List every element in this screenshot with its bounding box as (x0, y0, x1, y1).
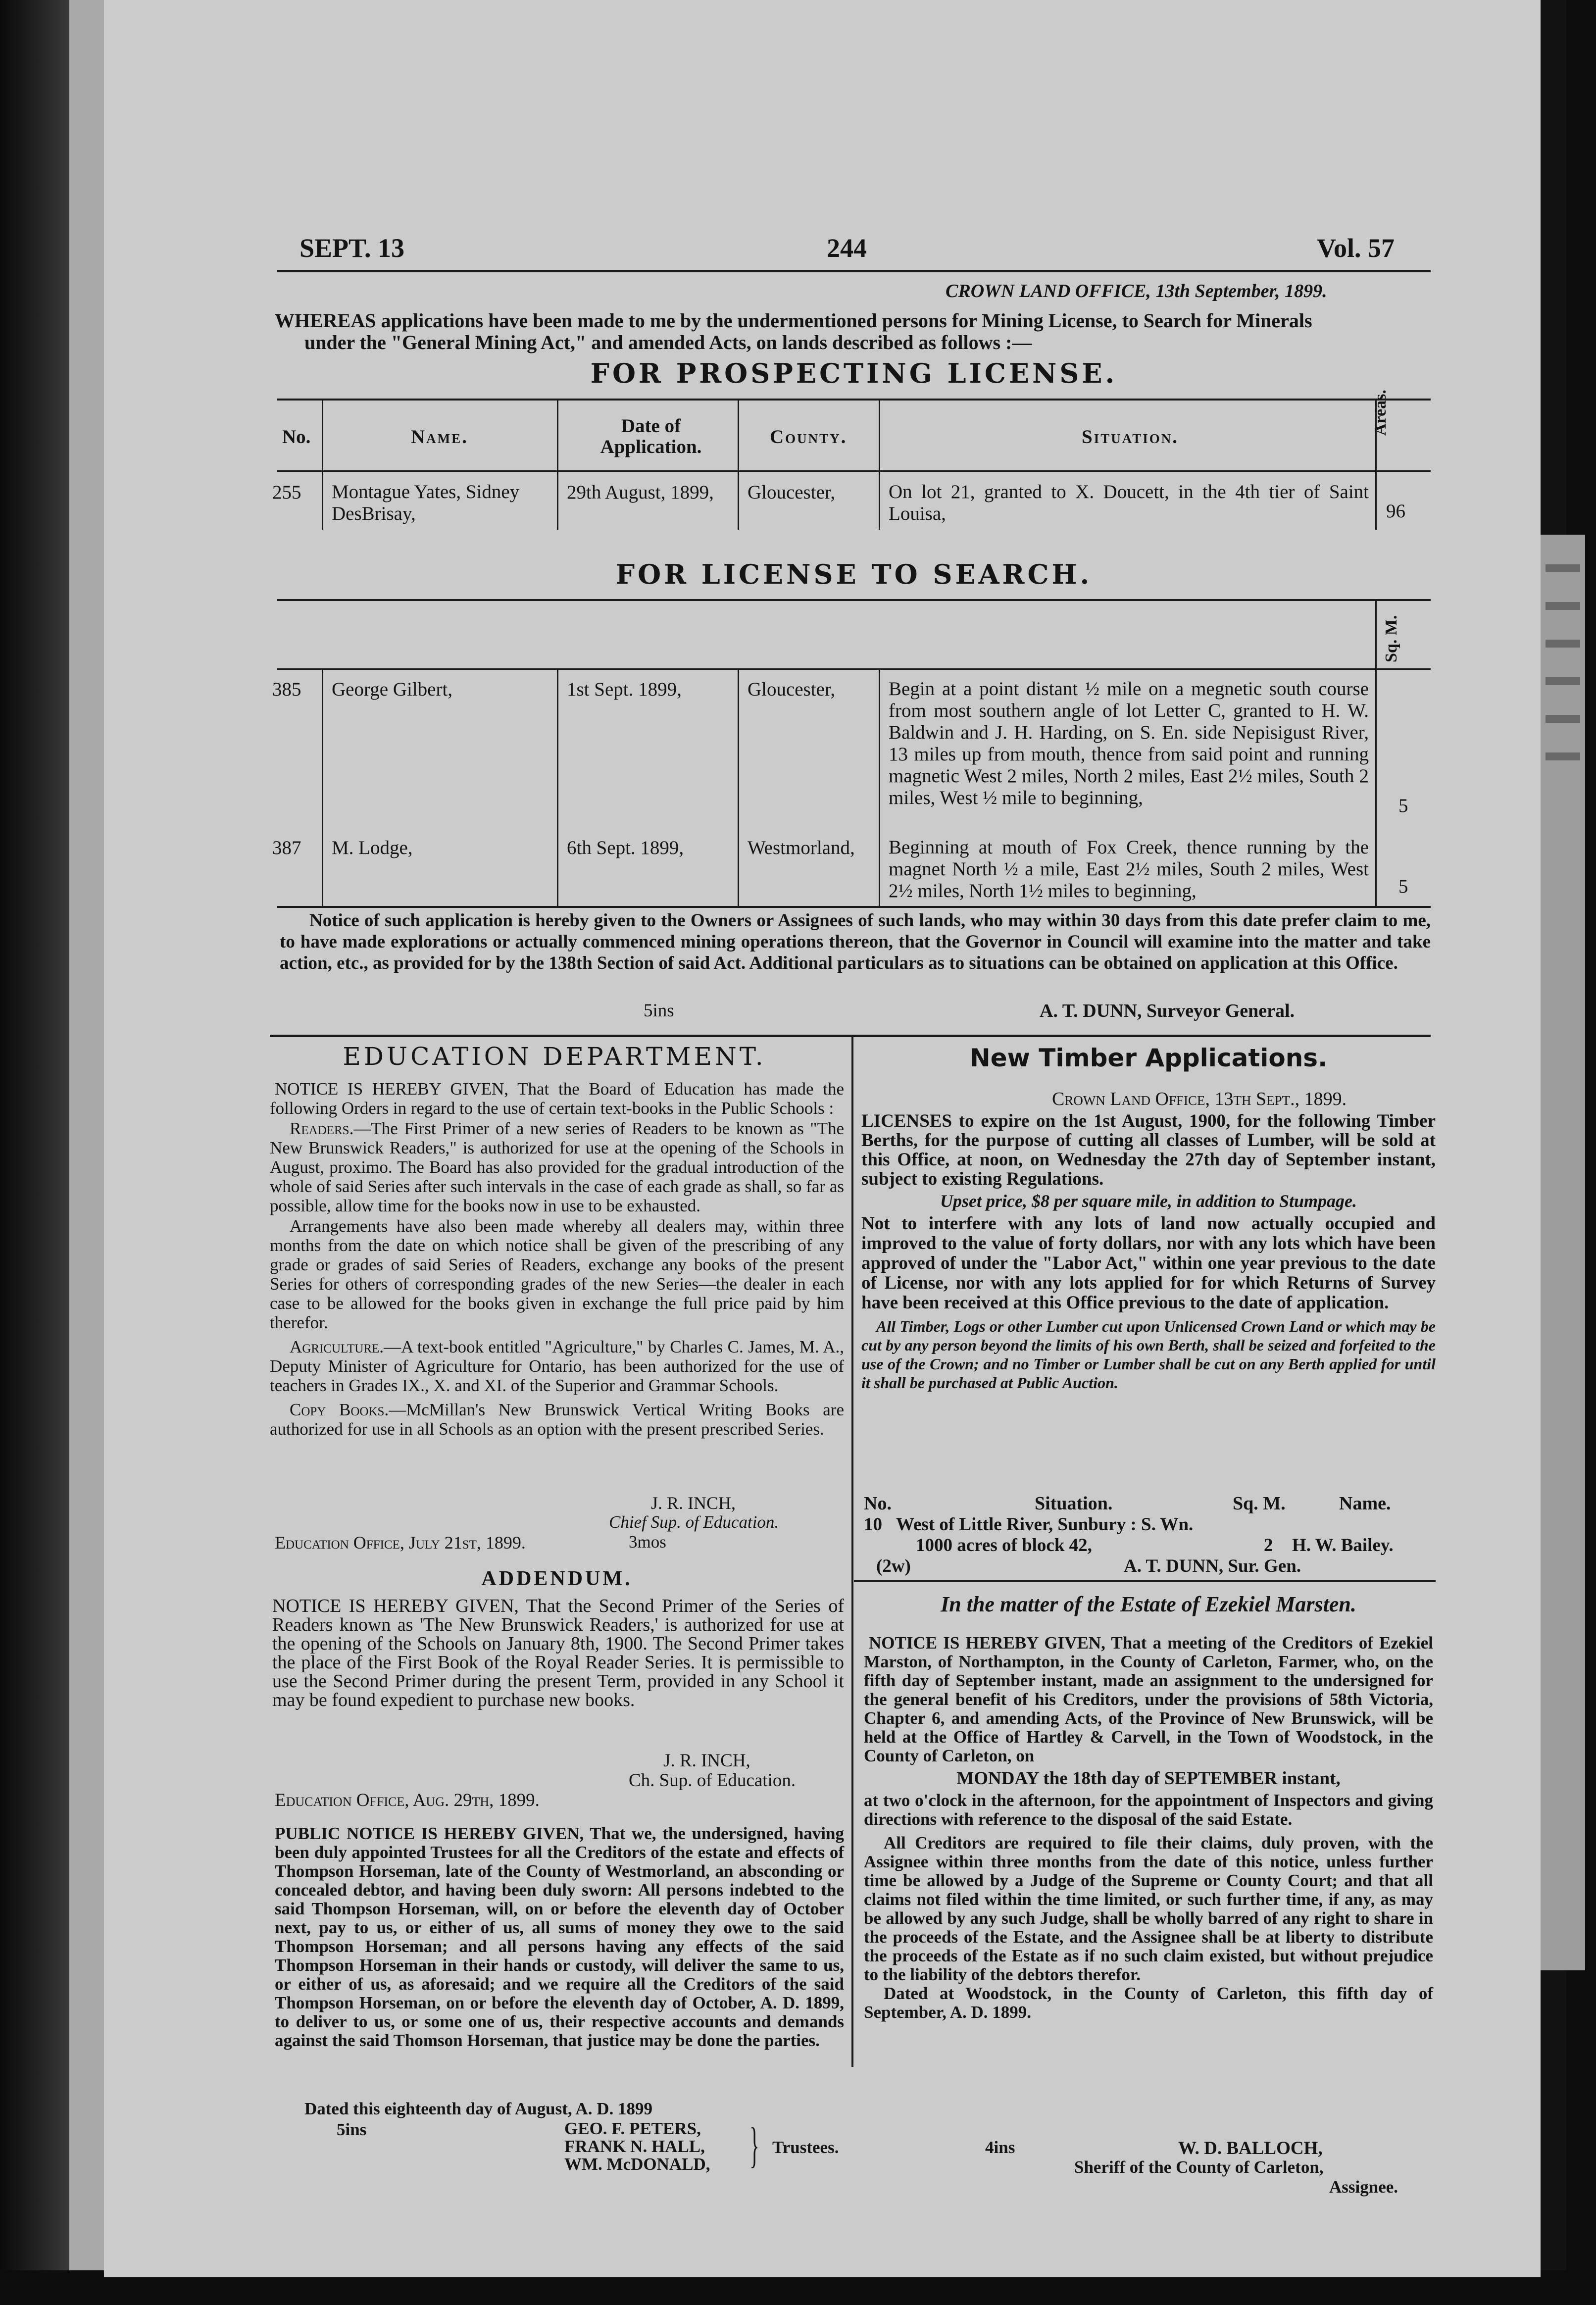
col-divider (879, 399, 880, 530)
education-arrangements: Arrangements have also been made whereby all dealers may, within three months from the date on which notice shall be given of the prescribing of any grade or grades of said Series of Readers, exchange any books of the present Series for others of corresponding grades of the new Series—the dealer in each case to be allowed for the books given in exchange the full price paid by him therefor. (270, 1216, 844, 1332)
timber-row-sqm: 2 (1264, 1535, 1273, 1555)
copy-books-text: —McMillan's New Brunswick Vertical Writing Books are authorized for use in all Schools as an option with the present prescribed Series. (270, 1400, 844, 1439)
col-divider (1375, 599, 1377, 668)
horseman-insertions: 5ins (337, 2120, 367, 2139)
education-signer: J. R. INCH, (651, 1493, 736, 1513)
adjacent-page-stub (1541, 535, 1585, 1970)
search-row-county: Gloucester, (748, 679, 836, 700)
timber-col-no: No. (864, 1493, 892, 1514)
search-row-name: M. Lodge, (332, 837, 413, 858)
timber-row-name: H. W. Bailey. (1292, 1535, 1394, 1555)
col-divider (738, 668, 739, 906)
addendum-text: NOTICE IS HEREBY GIVEN, That the Second Primer of the Series of Readers known as 'The New Brunswick Readers,' is authorized for use at the opening of the Schools on January 8th, 1900. The Second Primer takes the place of the First Book of the Royal Reader Series. It is permissible to use the Second Primer during the present Term, provided in any School it may be found expedient to purchase new books. (272, 1596, 844, 1710)
prospect-row-situation: On lot 21, granted to X. Doucett, in the 4th tier of Saint Louisa, (889, 481, 1369, 524)
page-spine-edge (69, 0, 104, 2277)
marsten-text: NOTICE IS HEREBY GIVEN, That a meeting of the Creditors of Ezekiel Marston, of Northampton, in the County of Carleton, Farmer, who, on the fifth day of September instant, made an assignment to the undersigned for the general benefit of his Creditors, under the provisions of 58th Victoria, Chapter 6, and amending Acts, of the Province of New Brunswick, will be held at the Office of Hartley & Carvell, in the Town of Woodstock, in the County of Carleton, on (864, 1633, 1433, 1765)
col-divider (1375, 668, 1377, 906)
column-divider-rule (851, 1035, 853, 2067)
search-table-header-rule (277, 668, 1431, 670)
search-row-situation: Beginning at mouth of Fox Creek, thence running by the magnet North ½ a mile, East 2½ miles, South 2 miles, West 2½ miles, North 1½ miles to beginning, (889, 837, 1369, 902)
section-divider-rule (854, 1580, 1436, 1582)
education-heading: EDUCATION DEPARTMENT. (343, 1042, 766, 1071)
prospect-row-no: 255 (272, 482, 301, 503)
addendum-body (272, 1597, 844, 1709)
horseman-trustees (564, 2120, 710, 2173)
timber-col-situation: Situation. (1035, 1493, 1113, 1514)
col-divider (879, 668, 880, 906)
copy-books-label: Copy Books. (290, 1400, 389, 1419)
education-body (270, 1079, 844, 1439)
search-row-county: Westmorland, (748, 837, 855, 858)
mining-office-line: CROWN LAND OFFICE, 13th September, 1899. (946, 281, 1327, 301)
horseman-body (275, 1824, 844, 2050)
trustee-name: WM. McDONALD, (564, 2155, 710, 2174)
table-top-rule (277, 399, 1431, 401)
timber-upset-price: Upset price, $8 per square mile, in addition to Stumpage. (940, 1191, 1357, 1211)
education-notice: NOTICE IS HEREBY GIVEN, That the Board of Education has made the following Orders in regard to the use of certain text-books in the Public Schools : (270, 1079, 844, 1118)
timber-body (861, 1111, 1436, 1392)
timber-all-timber: All Timber, Logs or other Lumber cut upon Unlicensed Crown Land or which may be cut by any person beyond the limits of his own Berth, shall be seized and forfeited to the use of the Crown; and no Timber or Lumber shall be cut on any Berth applied for until it shall be purchased at Public Auction. (861, 1317, 1436, 1392)
timber-insertions: (2w) (876, 1556, 911, 1576)
search-row-date: 6th Sept. 1899, (567, 837, 684, 858)
marsten-heading: In the matter of the Estate of Ezekiel Marsten. (941, 1592, 1356, 1616)
trustee-name: FRANK N. HALL, (564, 2137, 705, 2156)
marsten-after: at two o'clock in the afternoon, for the appointment of Inspectors and giving directions with reference to the disposal of the said Estate. (864, 1791, 1433, 1829)
readers-label: Readers. (290, 1119, 354, 1138)
header-date: SEPT. 13 (299, 233, 405, 263)
mining-notice: Notice of such application is hereby given to the Owners or Assignees of such lands, who may within 30 days from this date prefer claim to me, to have made explorations or actually commenced mining operations thereon, that the Governor in Council will examine into the matter and take action, etc., as provided for by the 138th Section of said Act. Additional particulars as to situations can be obtained on application at this Office. (280, 910, 1431, 973)
col-header-no: No. (282, 426, 311, 448)
scan-dark-margin-left (0, 0, 69, 2305)
education-agriculture (270, 1337, 844, 1395)
col-header-sq-m: Sq. M. (1382, 615, 1400, 662)
agriculture-text: —A text-book entitled "Agriculture," by Charles C. James, M. A., Deputy Minister of Agriculture for Ontario, has been authorized for the use of teachers in Grades IX., X. and XI. of the Superior and Grammar Schools. (270, 1337, 844, 1395)
col-header-date: Date of Application. (600, 415, 702, 457)
horseman-text: PUBLIC NOTICE IS HEREBY GIVEN, That we, the undersigned, having been duly appointed Trustees for all the Creditors of the estate and effects of Thompson Horseman, late of the County of Westmorland, an absconding or concealed debtor, and having been duly sworn: All persons indebted to the said Thompson Horseman, will, on or before the eleventh day of October next, pay to us, or either of us, all sums of money they owe to the said Thompson Horseman; and all persons having any effects of the said Thompson Horseman in their hands or custody, will deliver the same to us, or either of us, as aforesaid; and we require all the Creditors of the said Thompson Horseman, on or before the eleventh day of October, A. D. 1899, to deliver to us, or some one of us, their respective accounts and demands against the said Thomson Horseman, that justice may be done the parties. (275, 1824, 844, 2050)
agriculture-label: Agriculture. (290, 1337, 384, 1356)
search-row-situation: Begin at a point distant ½ mile on a megnetic south course from most southern angle of lot Letter C, granted to H. W. Baldwin and J. H. Harding, on S. En. side Nepisigust River, 13 miles up from mouth, thence from said point and running magnetic West 2 miles, North 2 miles, East 2½ miles, South 2 miles, West ½ mile to beginning, (889, 678, 1369, 808)
col-divider (322, 668, 323, 906)
mining-intro-line1: WHEREAS applications have been made to me by the undermentioned persons for Mining License, to Search for Minerals (275, 309, 1312, 332)
table-header-rule (277, 470, 1431, 472)
trustee-name: GEO. F. PETERS, (564, 2119, 701, 2138)
mining-signature: A. T. DUNN, Surveyor General. (1040, 1001, 1295, 1021)
timber-row-situation2: 1000 acres of block 42, (916, 1535, 1092, 1555)
timber-row-situation1: West of Little River, Sunbury : S. Wn. (896, 1514, 1194, 1535)
addendum-signer: J. R. INCH, (663, 1751, 750, 1771)
col-divider (738, 399, 739, 530)
col-header-name: Name. (411, 426, 468, 448)
timber-signature: A. T. DUNN, Sur. Gen. (1124, 1556, 1301, 1576)
search-row-no: 385 (272, 679, 301, 700)
col-header-county: County. (770, 426, 848, 448)
trustees-label: Trustees. (772, 2138, 839, 2157)
timber-heading: New Timber Applications. (969, 1044, 1328, 1072)
marsten-signer-role: Assignee. (1329, 2177, 1398, 2197)
marsten-insertions: 4ins (985, 2138, 1015, 2157)
col-header-areas: Areas. (1371, 390, 1390, 436)
search-table-top-rule (277, 599, 1431, 601)
header-page-number: 244 (827, 233, 867, 263)
education-insertions: 3mos (629, 1532, 666, 1552)
prospect-row-county: Gloucester, (748, 482, 836, 503)
section-divider-rule (270, 1035, 1431, 1037)
header-rule (277, 270, 1431, 272)
prospect-row-date: 29th August, 1899, (567, 482, 714, 503)
trustees-brace: } (749, 2117, 759, 2172)
col-divider (557, 399, 558, 530)
col-divider (322, 399, 323, 530)
timber-col-name: Name. (1339, 1493, 1391, 1514)
search-row-area: 5 (1398, 876, 1408, 897)
header-volume: Vol. 57 (1317, 233, 1395, 263)
col-header-situation: Situation. (1082, 426, 1179, 448)
timber-not-to-interfere: Not to interfere with any lots of land now actually occupied and improved to the value of forty dollars, nor with any lots which have been approved of under the "Labor Act," within one year previous to the date of License, nor with any lots applied for for which Returns of Survey have been received at this Office previous to the date of application. (861, 1213, 1436, 1313)
prospect-row-name: Montague Yates, Sidney DesBrisay, (332, 481, 520, 524)
gazette-page (104, 0, 1541, 2277)
education-office-date: Education Office, July 21st, 1899. (275, 1533, 526, 1553)
education-copy-books (270, 1400, 844, 1439)
addendum-heading: ADDENDUM. (481, 1567, 633, 1590)
prospect-row-area: 96 (1386, 501, 1405, 522)
search-table-bottom-rule (277, 906, 1431, 908)
search-row-date: 1st Sept. 1899, (567, 679, 682, 700)
timber-office-line: Crown Land Office, 13th Sept., 1899. (1052, 1089, 1347, 1109)
timber-licenses: LICENSES to expire on the 1st August, 1900, for the following Timber Berths, for the purpose of cutting all classes of Lumber, will be sold at this Office, at noon, on Wednesday the 27th day of September instant, subject to existing Regulations. (861, 1111, 1436, 1189)
mining-intro-line2: under the "General Mining Act," and amended Acts, on lands described as follows :— (304, 331, 1032, 353)
search-row-area: 5 (1398, 795, 1408, 816)
col-divider (557, 668, 558, 906)
search-row-no: 387 (272, 837, 301, 858)
search-row-name: George Gilbert, (332, 679, 453, 700)
marsten-signer: W. D. BALLOCH, (1178, 2138, 1323, 2158)
timber-row-no: 10 (864, 1514, 882, 1535)
timber-col-sqm: Sq. M. (1233, 1493, 1286, 1514)
addendum-office-date: Education Office, Aug. 29th, 1899. (275, 1790, 540, 1810)
mining-insertions: 5ins (644, 1001, 674, 1021)
education-readers (270, 1119, 844, 1215)
marsten-date-line: MONDAY the 18th day of SEPTEMBER instant, (956, 1768, 1341, 1789)
marsten-signer-title: Sheriff of the County of Carleton, (1074, 2157, 1324, 2177)
addendum-signer-title: Ch. Sup. of Education. (629, 1770, 796, 1791)
readers-text: —The First Primer of a new series of Readers to be known as "The New Brunswick Readers," is authorized for use at the opening of the Schools in August, proximo. The Board has also provided for the gradual introduction of the whole of said Series after such intervals in the case of each grade as shall, so far as possible, allow time for the books now in use to be exhausted. (270, 1119, 844, 1215)
horseman-dated: Dated this eighteenth day of August, A. D. 1899 (304, 2099, 652, 2118)
marsten-creditors: All Creditors are required to file their claims, duly proven, with the Assignee within three months from the date of this notice, unless further time be allowed by a Judge of the Supreme or County Court; and that all claims not filed within the time limited, or such further time, if any, as may be allowed by any such Judge, shall be wholly barred of any right to share in the proceeds of the Estate, and the Assignee shall be at liberty to distribute the proceeds of the Estate as if no such claim existed, but without prejudice to the liability of the debtors therefor. (864, 1833, 1433, 1984)
prospecting-heading: FOR PROSPECTING LICENSE. (590, 357, 1118, 389)
marsten-body (864, 1634, 1433, 2022)
education-signer-title: Chief Sup. of Education. (609, 1512, 779, 1532)
marsten-dated: Dated at Woodstock, in the County of Carleton, this fifth day of September, A. D. 1899. (864, 1984, 1433, 2022)
search-heading: FOR LICENSE TO SEARCH. (615, 558, 1093, 590)
